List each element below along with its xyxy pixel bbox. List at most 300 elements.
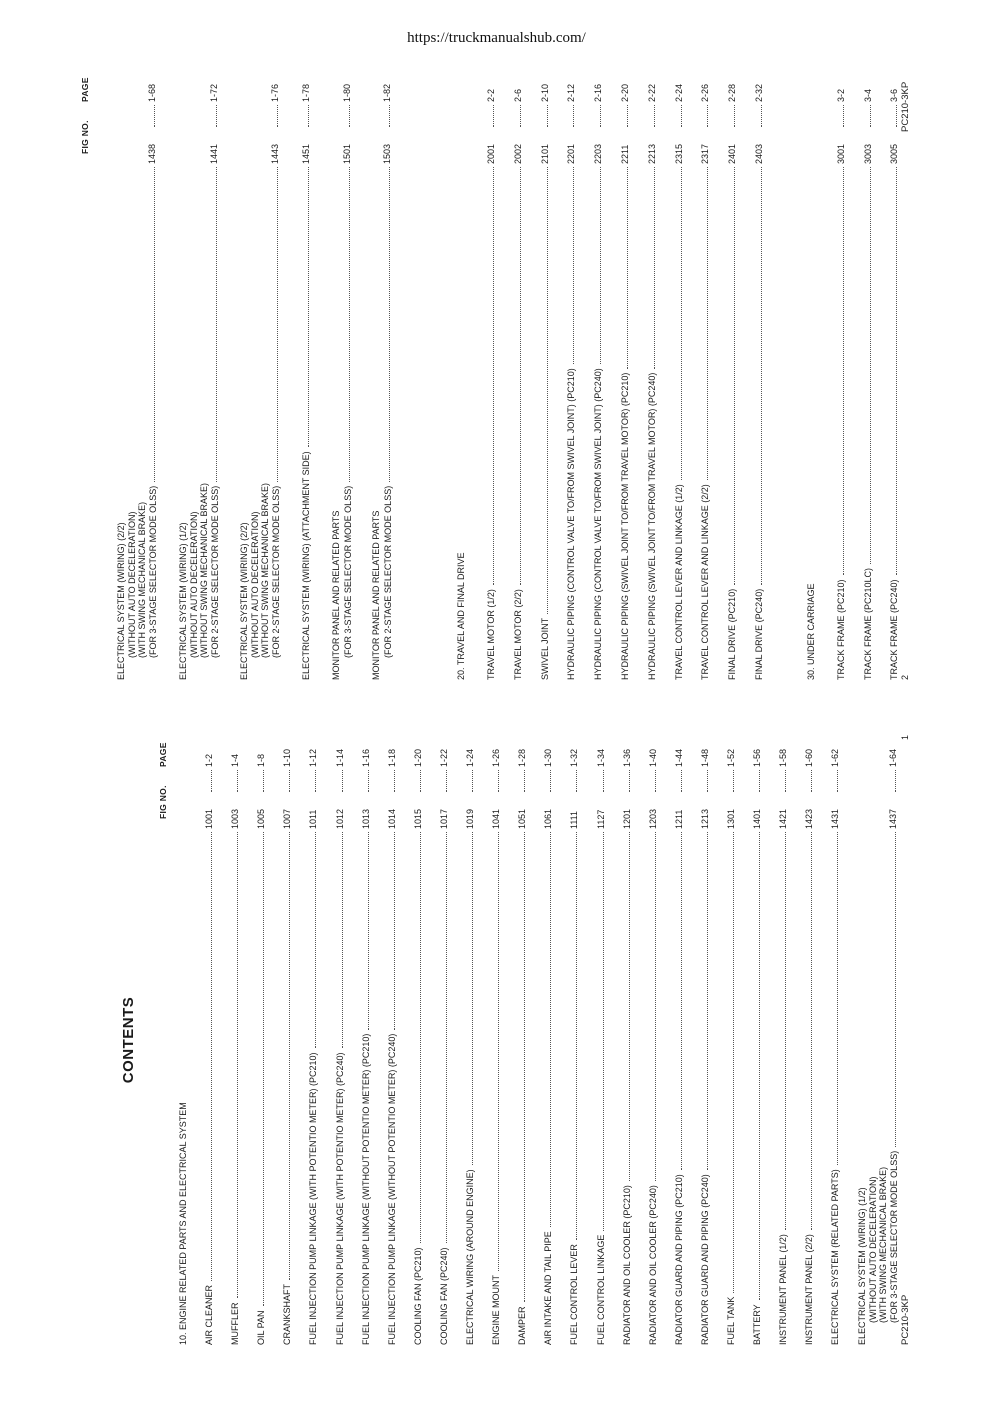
contents-entry bbox=[804, 735, 815, 1345]
entry-page: 3-6 bbox=[889, 88, 899, 102]
dot-leader bbox=[237, 832, 238, 1299]
contents-entry bbox=[863, 70, 874, 680]
dot-leader bbox=[573, 167, 574, 364]
dot-leader bbox=[237, 770, 238, 792]
entry-title: RADIATOR GUARD AND PIPING (PC240) bbox=[699, 1174, 710, 1345]
contents-entry bbox=[778, 735, 789, 1345]
entry-page: 1-18 bbox=[386, 748, 397, 767]
entry-page: 1-36 bbox=[621, 748, 632, 767]
entry-title: FUEL INJECTION PUMP LINKAGE (WITHOUT POTENTIO METER) (PC210) bbox=[360, 1033, 371, 1345]
entry-page: 2-12 bbox=[566, 83, 577, 102]
dot-leader bbox=[761, 167, 762, 585]
entry-page: 2-28 bbox=[727, 83, 738, 102]
dot-leader bbox=[211, 832, 212, 1281]
entry-fig-no: 2203 bbox=[593, 143, 604, 164]
dot-leader bbox=[308, 105, 309, 127]
entry-fig-no: 1001 bbox=[204, 808, 214, 829]
dot-leader bbox=[550, 832, 551, 1227]
document-footer: PC210-3KP bbox=[900, 81, 911, 132]
entry-subtitle: (FOR 2-STAGE SELECTOR MODE OLSS) bbox=[209, 485, 220, 658]
dot-leader bbox=[493, 105, 494, 127]
entry-title: FUEL INJECTION PUMP LINKAGE (WITH POTENTIO METER) (PC210) bbox=[308, 1052, 319, 1345]
dot-leader bbox=[349, 105, 350, 127]
dot-leader bbox=[603, 832, 604, 1231]
contents-entry bbox=[331, 70, 353, 680]
entry-fig-no: 1501 bbox=[341, 143, 352, 164]
entry-title: TRAVEL MOTOR (1/2) bbox=[486, 589, 496, 680]
dot-leader bbox=[655, 832, 656, 1181]
entry-page: 1-40 bbox=[647, 748, 658, 767]
entry-title: ELECTRICAL SYSTEM (WIRING) (2/2) bbox=[239, 522, 249, 680]
entry-title: HYDRAULIC PIPING (CONTROL VALVE TO/FROM SWIVEL JOINT) (PC210) bbox=[566, 368, 577, 680]
contents-entry bbox=[752, 735, 763, 1345]
dot-leader bbox=[289, 770, 290, 792]
entry-subtitle: (WITHOUT SWING MECHANICAL BRAKE) bbox=[198, 482, 209, 658]
entry-fig-no: 1437 bbox=[887, 808, 898, 829]
document-footer: PC210-3KP bbox=[900, 1294, 911, 1345]
dot-leader bbox=[811, 770, 812, 792]
contents-entry bbox=[491, 735, 502, 1345]
entry-page: 1-22 bbox=[438, 748, 449, 767]
dot-leader bbox=[263, 770, 264, 792]
entry-page: 1-26 bbox=[491, 748, 502, 767]
entry-fig-no: 1111 bbox=[569, 810, 580, 829]
entry-fig-no: 3003 bbox=[862, 143, 873, 164]
entry-page: 1-82 bbox=[382, 83, 392, 102]
entry-fig-no: 1019 bbox=[465, 808, 475, 829]
entry-fig-no: 1431 bbox=[830, 808, 841, 829]
contents-entry bbox=[230, 735, 241, 1345]
entry-page: 3-4 bbox=[862, 88, 873, 102]
entry-title: SWIVEL JOINT bbox=[539, 617, 550, 680]
entry-subtitle: (WITHOUT AUTO DECELERATION) bbox=[127, 511, 137, 658]
dot-leader bbox=[707, 167, 708, 480]
entry-title: FUEL CONTROL LINKAGE bbox=[595, 1234, 606, 1345]
contents-entry bbox=[830, 735, 841, 1345]
entry-title: ELECTRICAL SYSTEM (RELATED PARTS) bbox=[830, 1169, 841, 1345]
entry-title: FUEL CONTROL LEVER bbox=[569, 1244, 580, 1345]
entry-title: FINAL DRIVE (PC210) bbox=[727, 588, 738, 680]
entry-subtitle: (FOR 3-STAGE SELECTOR MODE OLSS) bbox=[148, 485, 158, 658]
contents-entry bbox=[857, 735, 899, 1345]
entry-page: 1-78 bbox=[300, 83, 311, 102]
entry-title: HYDRAULIC PIPING (SWIVEL JOINT TO/FROM TRAVEL MOTOR) (PC210) bbox=[620, 372, 630, 680]
section-heading-20: 20. TRAVEL AND FINAL DRIVE bbox=[456, 552, 466, 680]
dot-leader bbox=[707, 770, 708, 792]
rotated-contents-spread bbox=[58, 45, 938, 1345]
dot-leader bbox=[870, 167, 871, 564]
dot-leader bbox=[394, 770, 395, 792]
entry-fig-no: 1451 bbox=[300, 143, 311, 164]
entry-page: 1-14 bbox=[334, 748, 345, 767]
contents-entry bbox=[486, 70, 497, 680]
dot-leader bbox=[576, 832, 577, 1240]
entry-page: 1-52 bbox=[726, 748, 736, 767]
dot-leader bbox=[550, 770, 551, 792]
entry-fig-no: 1017 bbox=[438, 808, 449, 829]
entry-title: FUEL TANK bbox=[726, 1296, 736, 1345]
contents-entry bbox=[301, 70, 312, 680]
dot-leader bbox=[547, 167, 548, 614]
entry-page: 2-20 bbox=[620, 83, 630, 102]
entry-title: CRANKSHAFT bbox=[282, 1283, 293, 1345]
dot-leader bbox=[277, 105, 278, 127]
entry-fig-no: 2403 bbox=[754, 143, 764, 164]
entry-page: 1-48 bbox=[699, 748, 710, 767]
entry-page: 1-44 bbox=[673, 748, 684, 767]
contents-entry bbox=[726, 735, 737, 1345]
contents-entry bbox=[282, 735, 293, 1345]
entry-fig-no: 2315 bbox=[673, 143, 684, 164]
entry-fig-no: 2317 bbox=[700, 143, 711, 164]
dot-leader bbox=[498, 832, 499, 1271]
dot-leader bbox=[843, 167, 844, 575]
dot-leader bbox=[420, 832, 421, 1243]
dot-leader bbox=[734, 105, 735, 127]
entry-title: BATTERY bbox=[752, 1304, 763, 1345]
entry-title: COOLING FAN (PC210) bbox=[412, 1247, 423, 1345]
entry-page: 2-22 bbox=[646, 83, 657, 102]
dot-leader bbox=[154, 167, 155, 482]
page-number: 1 bbox=[900, 734, 910, 740]
entry-fig-no: 1011 bbox=[308, 809, 319, 829]
dot-leader bbox=[734, 167, 735, 585]
contents-entry bbox=[387, 735, 398, 1345]
entry-title: FUEL INJECTION PUMP LINKAGE (WITHOUT POTENTIO METER) (PC240) bbox=[386, 1033, 397, 1345]
dot-leader bbox=[681, 832, 682, 1170]
dot-leader bbox=[600, 105, 601, 127]
entry-page: 1-80 bbox=[341, 83, 352, 102]
dot-leader bbox=[520, 167, 521, 585]
entry-fig-no: 1051 bbox=[517, 808, 528, 829]
entry-page: 1-34 bbox=[595, 748, 606, 767]
entry-subtitle: (FOR 2-STAGE SELECTOR MODE OLSS) bbox=[383, 485, 393, 658]
dot-leader bbox=[681, 167, 682, 480]
entry-page: 1-28 bbox=[517, 748, 528, 767]
entry-fig-no: 2201 bbox=[566, 143, 577, 164]
entry-fig-no: 2213 bbox=[646, 143, 657, 164]
entry-page: 1-30 bbox=[543, 748, 554, 767]
entry-fig-no: 2101 bbox=[539, 143, 550, 164]
entry-fig-no: 1213 bbox=[699, 808, 710, 829]
dot-leader bbox=[308, 167, 309, 447]
dot-leader bbox=[520, 105, 521, 127]
dot-leader bbox=[843, 105, 844, 127]
dot-leader bbox=[895, 770, 896, 792]
contents-entry bbox=[700, 70, 711, 680]
contents-entry bbox=[256, 735, 267, 1345]
contents-entry bbox=[439, 735, 450, 1345]
dot-leader bbox=[472, 832, 473, 1165]
entry-title: ELECTRICAL SYSTEM (WIRING) (ATTACHMENT SIDE) bbox=[300, 451, 311, 680]
entry-fig-no: 1301 bbox=[726, 808, 736, 829]
dot-leader bbox=[681, 105, 682, 127]
entry-title: FUEL INJECTION PUMP LINKAGE (WITH POTENTIO METER) (PC240) bbox=[334, 1052, 345, 1345]
dot-leader bbox=[759, 832, 760, 1300]
entry-fig-no: 1438 bbox=[147, 143, 157, 164]
contents-entry bbox=[204, 735, 215, 1345]
dot-leader bbox=[216, 167, 217, 482]
entry-title: RADIATOR GUARD AND PIPING (PC210) bbox=[673, 1174, 684, 1345]
entry-page: 2-2 bbox=[486, 88, 496, 102]
page-header: PAGE bbox=[158, 742, 168, 767]
entry-title: ELECTRICAL SYSTEM (WIRING) (2/2) bbox=[116, 522, 126, 680]
entry-fig-no: 1423 bbox=[804, 808, 815, 829]
entry-subtitle: (WITH SWING MECHANICAL BRAKE) bbox=[137, 501, 147, 658]
entry-subtitle: (FOR 3-STAGE SELECTOR MODE OLSS) bbox=[888, 1150, 899, 1323]
section-heading-30: 30. UNDER CARRIAGE bbox=[806, 583, 816, 680]
dot-leader bbox=[524, 832, 525, 1302]
dot-leader bbox=[603, 770, 604, 792]
dot-leader bbox=[733, 770, 734, 792]
entry-title: ELECTRICAL SYSTEM (WIRING) (1/2) bbox=[856, 1187, 867, 1345]
entry-subtitle: (FOR 2-STAGE SELECTOR MODE OLSS) bbox=[271, 485, 281, 658]
dot-leader bbox=[289, 832, 290, 1280]
entry-page: 1-4 bbox=[230, 753, 241, 767]
entry-fig-no: 1013 bbox=[360, 808, 371, 829]
entry-fig-no: 2401 bbox=[727, 143, 738, 164]
entry-subtitle: (WITHOUT AUTO DECELERATION) bbox=[188, 511, 199, 658]
contents-entry bbox=[889, 70, 900, 680]
dot-leader bbox=[785, 770, 786, 792]
entry-fig-no: 1015 bbox=[412, 808, 423, 829]
entry-title: TRACK FRAME (PC210LC) bbox=[862, 567, 873, 680]
entry-page: 1-72 bbox=[208, 83, 219, 102]
contents-entry bbox=[674, 735, 685, 1345]
dot-leader bbox=[263, 832, 264, 1306]
entry-fig-no: 2001 bbox=[486, 143, 496, 164]
entry-page: 1-60 bbox=[804, 748, 815, 767]
entry-page: 1-12 bbox=[308, 748, 319, 767]
dot-leader bbox=[547, 105, 548, 127]
entry-page: 1-10 bbox=[282, 748, 293, 767]
entry-page: 3-2 bbox=[836, 88, 846, 102]
entry-page: 1-56 bbox=[752, 748, 763, 767]
contents-entry bbox=[517, 735, 528, 1345]
entry-page: 1-62 bbox=[830, 748, 841, 767]
entry-fig-no: 3005 bbox=[889, 143, 899, 164]
entry-page: 1-16 bbox=[360, 748, 371, 767]
source-url[interactable]: https://truckmanualshub.com/ bbox=[407, 30, 586, 46]
contents-entry bbox=[596, 735, 607, 1345]
contents-entry bbox=[465, 735, 476, 1345]
dot-leader bbox=[707, 832, 708, 1170]
contents-entry bbox=[593, 70, 604, 680]
dot-leader bbox=[394, 832, 395, 1030]
entry-fig-no: 1041 bbox=[491, 808, 502, 829]
dot-leader bbox=[342, 832, 343, 1048]
contents-entry bbox=[540, 70, 551, 680]
contents-entry bbox=[700, 735, 711, 1345]
dot-leader bbox=[654, 167, 655, 369]
dot-leader bbox=[368, 832, 369, 1030]
entry-page: 2-16 bbox=[593, 83, 604, 102]
entry-title: ELECTRICAL SYSTEM (WIRING) (1/2) bbox=[177, 522, 188, 680]
entry-title: TRAVEL CONTROL LEVER AND LINKAGE (2/2) bbox=[700, 484, 711, 680]
contents-entry bbox=[361, 735, 372, 1345]
dot-leader bbox=[389, 167, 390, 482]
entry-title: INSTRUMENT PANEL (1/2) bbox=[778, 1234, 789, 1345]
contents-page-left bbox=[58, 735, 938, 1345]
entry-page: 1-24 bbox=[465, 748, 475, 767]
dot-leader bbox=[600, 167, 601, 364]
dot-leader bbox=[493, 167, 494, 585]
entry-title: HYDRAULIC PIPING (CONTROL VALVE TO/FROM SWIVEL JOINT) (PC240) bbox=[593, 368, 604, 680]
entry-page: 2-6 bbox=[512, 88, 523, 102]
entry-fig-no: 1503 bbox=[382, 143, 392, 164]
contents-entry bbox=[566, 70, 577, 680]
dot-leader bbox=[446, 770, 447, 792]
entry-title: AIR CLEANER bbox=[204, 1284, 214, 1345]
dot-leader bbox=[837, 770, 838, 792]
dot-leader bbox=[627, 167, 628, 369]
entry-fig-no: 2002 bbox=[512, 143, 523, 164]
contents-entry bbox=[239, 70, 281, 680]
entry-title: ENGINE MOUNT bbox=[491, 1274, 502, 1345]
entry-fig-no: 1441 bbox=[208, 143, 219, 164]
entry-fig-no: 3001 bbox=[836, 143, 846, 164]
dot-leader bbox=[629, 770, 630, 792]
contents-entry bbox=[622, 735, 633, 1345]
dot-leader bbox=[733, 832, 734, 1293]
entry-title: AIR INTAKE AND TAIL PIPE bbox=[543, 1231, 554, 1345]
dot-leader bbox=[216, 105, 217, 127]
dot-leader bbox=[472, 770, 473, 792]
dot-leader bbox=[896, 105, 897, 127]
entry-title: MUFFLER bbox=[230, 1302, 241, 1345]
dot-leader bbox=[524, 770, 525, 792]
dot-leader bbox=[870, 105, 871, 127]
entry-page: 1-8 bbox=[256, 753, 267, 767]
entry-title: RADIATOR AND OIL COOLER (PC210) bbox=[621, 1185, 632, 1345]
page-title: CONTENTS bbox=[120, 996, 137, 1084]
entry-title: MONITOR PANEL AND RELATED PARTS bbox=[371, 510, 381, 680]
dot-leader bbox=[811, 832, 812, 1230]
entry-fig-no: 1127 bbox=[595, 809, 606, 829]
entry-subtitle: (WITHOUT AUTO DECELERATION) bbox=[250, 511, 260, 658]
dot-leader bbox=[389, 105, 390, 127]
dot-leader bbox=[498, 770, 499, 792]
dot-leader bbox=[707, 105, 708, 127]
dot-leader bbox=[368, 770, 369, 792]
contents-entry bbox=[648, 735, 659, 1345]
dot-leader bbox=[896, 167, 897, 575]
dot-leader bbox=[277, 167, 278, 482]
dot-leader bbox=[627, 105, 628, 127]
entry-fig-no: 1203 bbox=[647, 808, 658, 829]
entry-page: 2-10 bbox=[539, 83, 550, 102]
dot-leader bbox=[895, 832, 896, 1147]
dot-leader bbox=[785, 832, 786, 1230]
dot-leader bbox=[154, 105, 155, 127]
entry-fig-no: 1003 bbox=[230, 808, 241, 829]
entry-subtitle: (FOR 3-STAGE SELECTOR MODE OLSS) bbox=[342, 485, 353, 658]
contents-page-right bbox=[58, 70, 938, 680]
dot-leader bbox=[629, 832, 630, 1181]
entry-title: OIL PAN bbox=[256, 1310, 267, 1345]
entry-title: MONITOR PANEL AND RELATED PARTS bbox=[330, 510, 341, 680]
entry-fig-no: 1012 bbox=[334, 808, 345, 829]
page-number: 2 bbox=[900, 674, 910, 680]
entry-title: DAMPER bbox=[517, 1306, 528, 1345]
entry-fig-no: 1401 bbox=[752, 808, 763, 829]
entry-page: 1-32 bbox=[569, 748, 580, 767]
dot-leader bbox=[576, 770, 577, 792]
contents-entry bbox=[647, 70, 658, 680]
contents-entry bbox=[513, 70, 524, 680]
entry-page: 1-58 bbox=[778, 748, 789, 767]
dot-leader bbox=[211, 770, 212, 792]
entry-fig-no: 2211 bbox=[620, 144, 630, 164]
contents-entry bbox=[727, 70, 738, 680]
dot-leader bbox=[315, 770, 316, 792]
entry-fig-no: 1007 bbox=[282, 808, 293, 829]
entry-title: FINAL DRIVE (PC240) bbox=[754, 588, 764, 680]
entry-fig-no: 1005 bbox=[256, 808, 267, 829]
entry-page: 1-76 bbox=[270, 83, 280, 102]
entry-fig-no: 1014 bbox=[386, 808, 397, 829]
fig-no-header: FIG NO. bbox=[158, 785, 168, 819]
entry-subtitle: (WITH SWING MECHANICAL BRAKE) bbox=[877, 1166, 888, 1323]
contents-entry bbox=[569, 735, 580, 1345]
dot-leader bbox=[837, 832, 838, 1165]
entry-title: HYDRAULIC PIPING (SWIVEL JOINT TO/FROM TRAVEL MOTOR) (PC240) bbox=[646, 372, 657, 680]
entry-fig-no: 1211 bbox=[673, 809, 684, 829]
entry-title: TRACK FRAME (PC240) bbox=[889, 579, 899, 680]
contents-entry bbox=[754, 70, 765, 680]
dot-leader bbox=[759, 770, 760, 792]
entry-page: 1-20 bbox=[412, 748, 423, 767]
dot-leader bbox=[681, 770, 682, 792]
contents-entry bbox=[308, 735, 319, 1345]
dot-leader bbox=[420, 770, 421, 792]
contents-entry bbox=[335, 735, 346, 1345]
entry-fig-no: 1061 bbox=[543, 808, 554, 829]
dot-leader bbox=[349, 167, 350, 482]
contents-entry bbox=[116, 70, 158, 680]
entry-title: COOLING FAN (PC240) bbox=[438, 1247, 449, 1345]
entry-subtitle: (WITHOUT AUTO DECELERATION) bbox=[867, 1176, 878, 1323]
entry-fig-no: 1421 bbox=[778, 808, 789, 829]
contents-entry bbox=[674, 70, 685, 680]
entry-fig-no: 1201 bbox=[621, 808, 632, 829]
dot-leader bbox=[315, 832, 316, 1048]
entry-title: TRAVEL MOTOR (2/2) bbox=[512, 589, 523, 680]
contents-entry bbox=[371, 70, 393, 680]
entry-page: 2-32 bbox=[754, 83, 764, 102]
contents-entry bbox=[836, 70, 847, 680]
entry-page: 1-68 bbox=[147, 83, 157, 102]
contents-entry bbox=[543, 735, 554, 1345]
dot-leader bbox=[655, 770, 656, 792]
page-header: PAGE bbox=[80, 77, 90, 102]
contents-entry bbox=[413, 735, 424, 1345]
dot-leader bbox=[446, 832, 447, 1243]
contents-entry bbox=[178, 70, 220, 680]
entry-page: 2-24 bbox=[673, 83, 684, 102]
section-heading: 10. ENGINE RELATED PARTS AND ELECTRICAL SYSTEM bbox=[178, 1102, 188, 1345]
dot-leader bbox=[761, 105, 762, 127]
entry-title: RADIATOR AND OIL COOLER (PC240) bbox=[647, 1185, 658, 1345]
entry-subtitle: (WITHOUT SWING MECHANICAL BRAKE) bbox=[260, 482, 270, 658]
entry-title: TRAVEL CONTROL LEVER AND LINKAGE (1/2) bbox=[673, 484, 684, 680]
entry-title: INSTRUMENT PANEL (2/2) bbox=[804, 1234, 815, 1345]
entry-fig-no: 1443 bbox=[270, 143, 280, 164]
dot-leader bbox=[654, 105, 655, 127]
entry-page: 2-26 bbox=[700, 83, 711, 102]
dot-leader bbox=[573, 105, 574, 127]
entry-title: TRACK FRAME (PC210) bbox=[836, 579, 846, 680]
